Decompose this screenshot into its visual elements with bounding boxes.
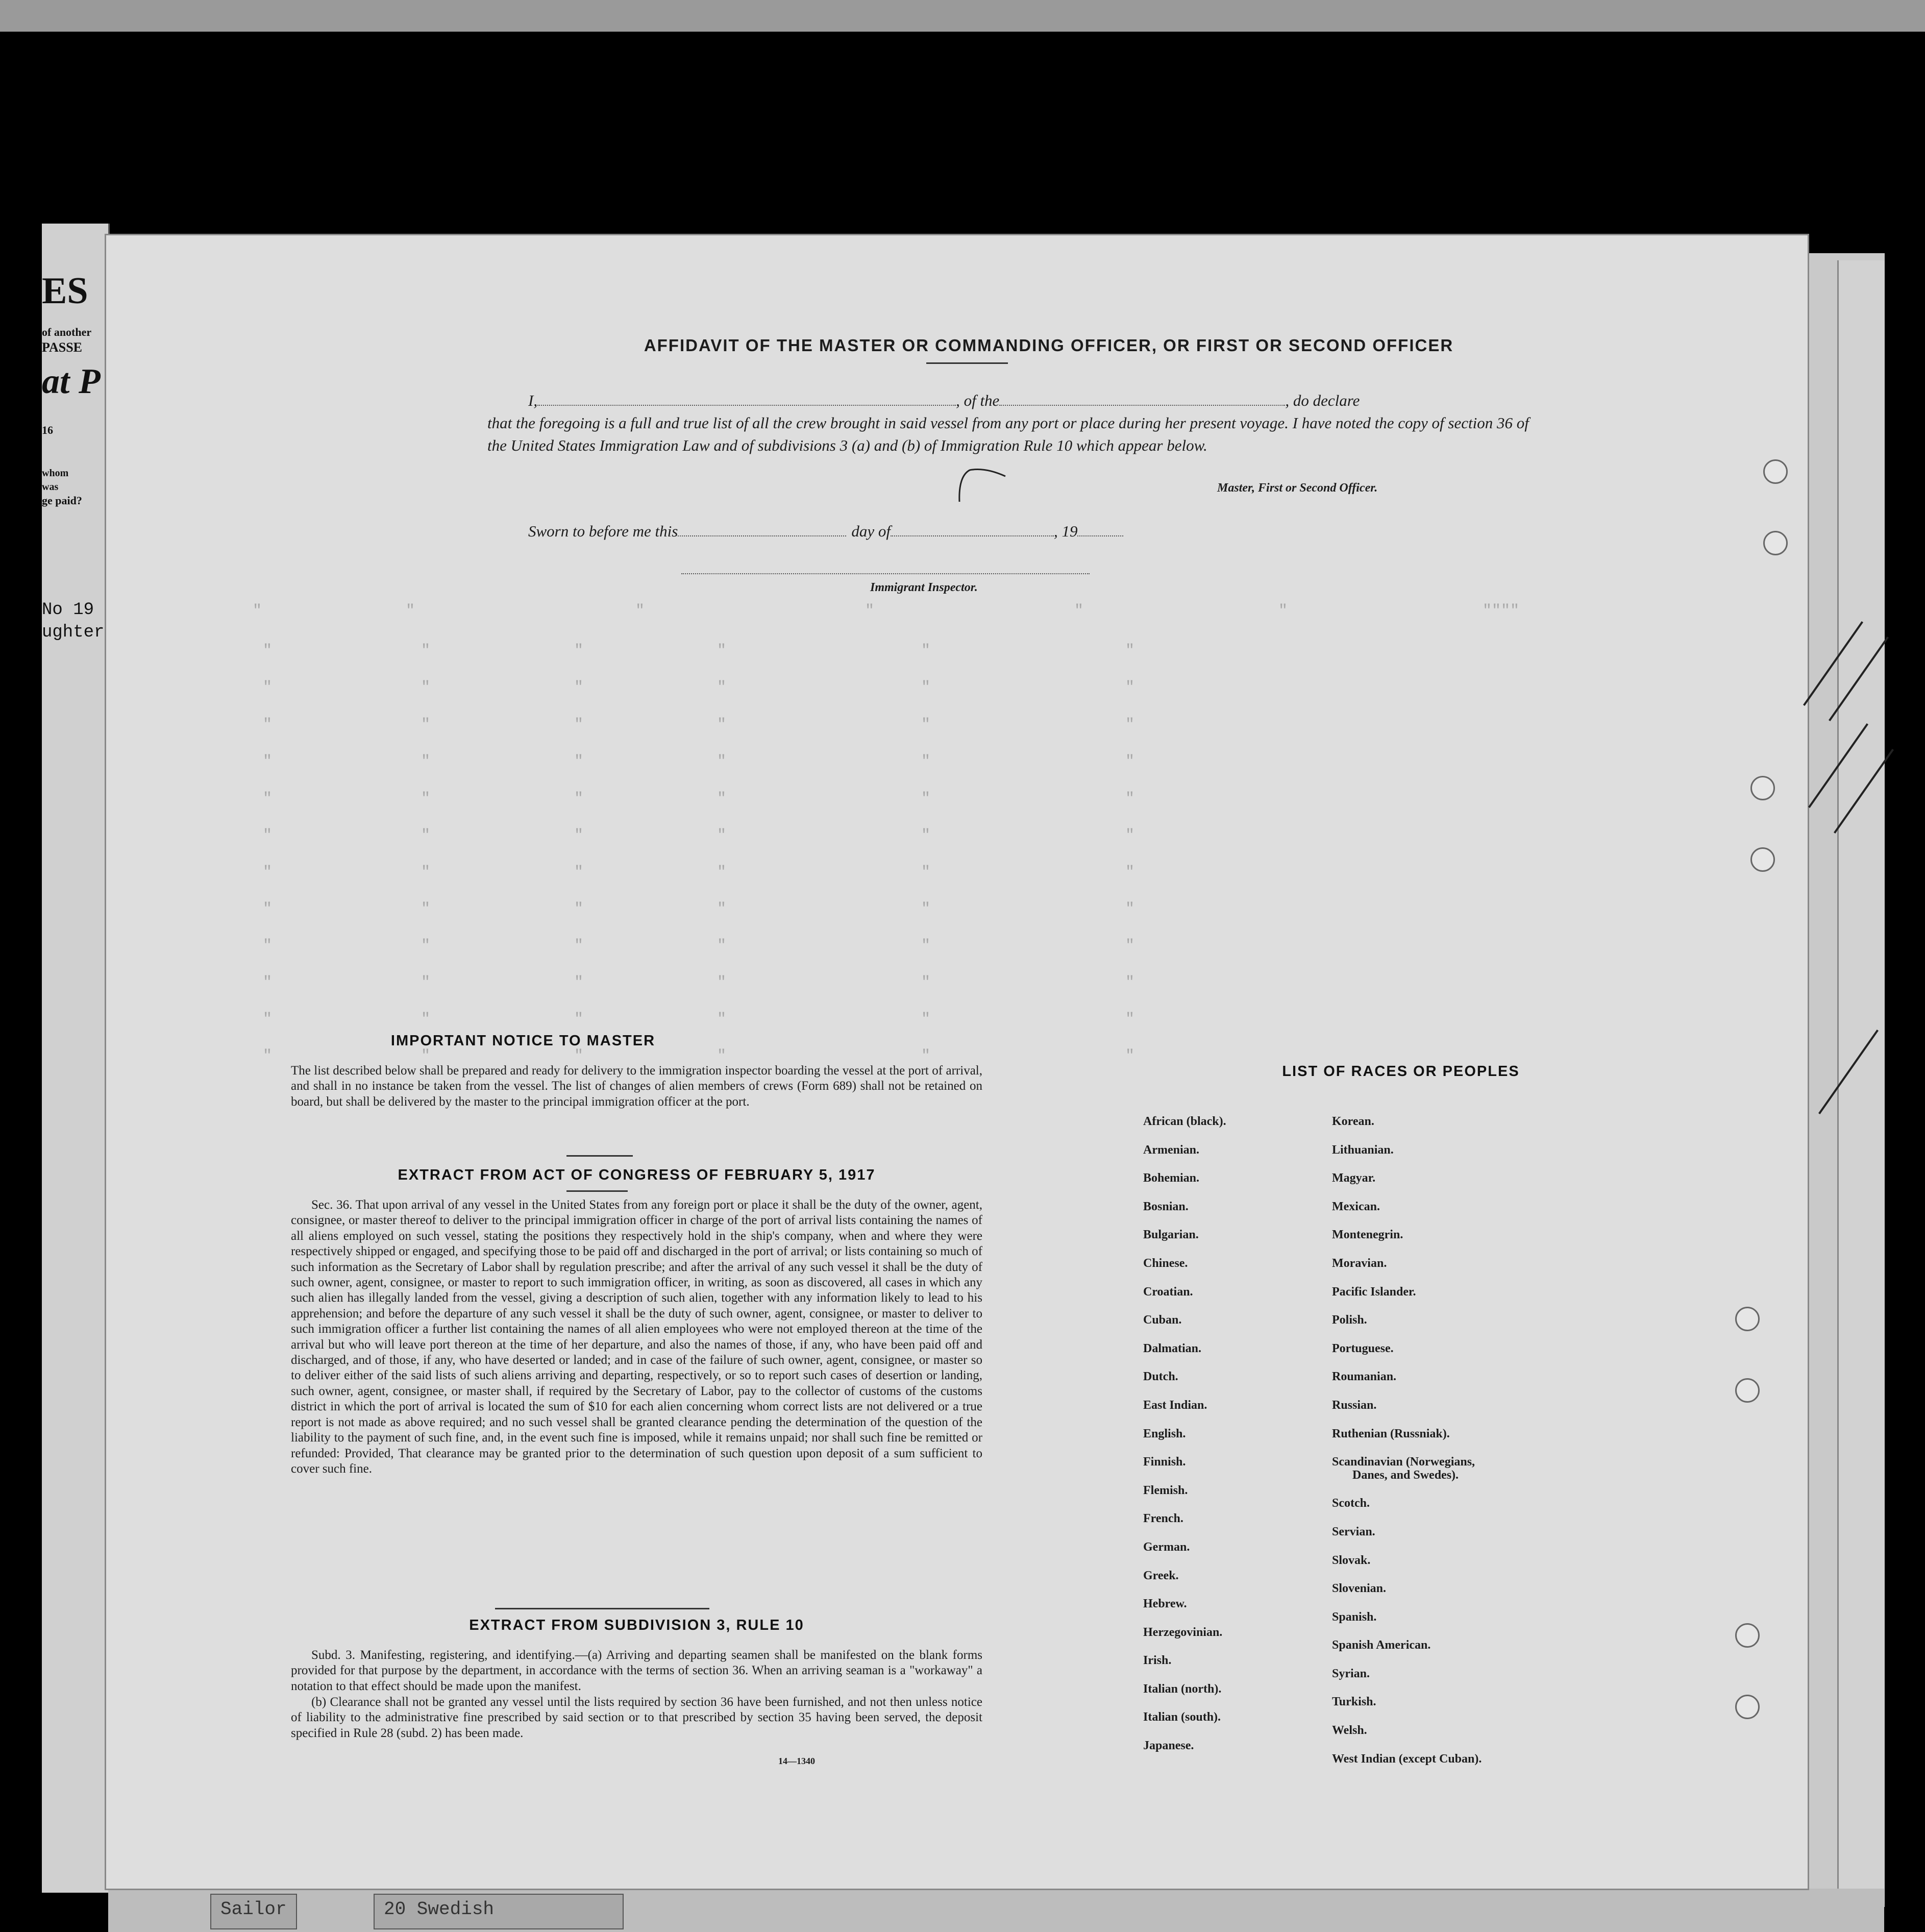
inspector-signature-field[interactable] — [681, 573, 1090, 574]
sworn-line — [528, 522, 1319, 541]
race-item: Finnish. — [1143, 1455, 1186, 1469]
affidavit-title: AFFIDAVIT OF THE MASTER OR COMMANDING OFFICER, OR FIRST OR SECOND OFFICER — [644, 336, 1454, 355]
document-page: " " " " " " """" " " " " " " " " " " " " " " " " " " " " " " " " " " " " " " " " " " " " " " " " " " " " " " " " " " " " " " " " " " " " " " " " " " " " " " " " AFFIDAVIT OF THE MASTER OR COMMANDING OFFICER, OR FIRST OR SECOND OFFICER I, , of the , do declare that the foregoing is a full and true list of all the crew brought in said vessel from any port or place during her present voyage. I have noted the copy of section 36 of the United States Immigration Law and of subdivisions 3 (a) and (b) of Immigration Rule 10 which appear below. Master, First or Second Officer. Sworn to before me this day of , 19 Immigrant Inspector. IMPORTANT NOTICE TO MASTER The list described below shall be prepared and ready for delivery to the immigration inspector boarding the vessel at the port of arrival, and shall in no instance be taken from the vessel. The list of changes of alien members of crews (Form 689) shall not be retained on board, but shall be delivered by the master to the principal immigration officer at the port. EXTRACT FROM ACT OF CONGRESS OF FEBRUARY 5, 1917 Sec. 36. That upon arrival of any vessel in the United States from any foreign port or place it shall be the duty of the owner, agent, consignee, or master thereof to deliver to the principal immigration officer in charge of the port of arrival lists containing the names of all aliens employed on such vessel, stating the positions they respectively hold in the ship's company, when and where they were respectively shipped or engaged, and specifying those to be paid off and discharged in the port of arrival; or lists containing so much of such information as the Secretary of Labor shall by regulation prescribe; and after the arrival of any such vessel it shall be the duty of such owner, agent, consignee, or master to report to such immigration officer, in writing, as soon as discovered, all cases in which any such alien has illegally landed from the vessel, giving a description of such alien, together with any information likely to lead to his apprehension; and before the departure of any such vessel it shall be the duty of such owner, agent, consignee, or master to deliver to such immigration officer a further list containing the names of all alien employees who were not employed thereon at the time of the arrival but who will leave port thereon at the time of her departure, and also the names of those, if any, who have been paid off and discharged, and of those, if any, who have deserted or landed; and in case of the failure of such owner, agent, consignee, or master so to deliver either of the said lists of such aliens arriving and departing, respectively, or so to report such cases of desertion or landing, such owner, agent, consignee, or master shall, if required by the Secretary of Labor, pay to the collector of customs of the customs district in which the port of arrival is located the sum of $10 for each alien concerning whom correct lists are not delivered or a true report is not made as above required; and no such vessel shall be granted clearance pending the determination of the question of the liability to the payment of such fine, and, in the event such fine is imposed, while it remains unpaid; nor shall such fine be remitted or refunded: Provided, That clearance may be granted prior to the determination of such question upon deposit of a sum sufficient to cover such fine. EXTRACT FROM SUBDIVISION 3, RULE 10 Subd. 3. Manifesting, registering, and identifying.—(a) Arriving and departing seamen shall be manifested on the blank forms provided for that purpose by the department, in accordance with the terms of section 36. When an arriving seaman is a "workaway" a notation to that effect should be made upon the manifest. (b) Clearance shall not be granted any vessel until the lists required by section 36 have been furnished, and not then unless notice of liability to the administrative fine prescribed by said section or to that prescribed by section 35 having been served, the deposit specified in Rule 28 (subd. 2) has been made. 14—1340 LIST OF RACES OR PEOPLES African (black). Armenian. Bohemian. Bosnian. Bulgarian. Chinese. Croatian. Cuban. Dalmatian. Dutch. East Indian. English. Finnish. Flemish. French. German. Greek. Hebrew. Herzegovinian. Irish. Italian (north). Italian (south). Japanese. Korean. Lithuanian. Magyar. Mexican. Montenegrin. Moravian. Pacific Islander. Polish. Portuguese. Roumanian. Russian. Ruthenian (Russniak). Scandinavian (Norwegians, Danes, and Swedes). Scotch. Servian. Slovak. Slovenian. Spanish. Spanish American. Syrian. Turkish. Welsh. West Indian (except Cuban). — [105, 234, 1809, 1890]
edge-fragment: 20 Swedish — [374, 1894, 624, 1929]
race-item: Spanish American. — [1332, 1638, 1431, 1652]
edge-fragment: ge paid? — [42, 494, 82, 507]
rule-extract-para-a: Subd. 3. Manifesting, registering, and identifying.—(a) Arriving and departing seamen shall be manifested on the blank forms provided for that purpose by the department, in accordance with the terms of section 36. When an arriving seaman is a "workaway" a notation to that effect should be made upon the manifest. — [291, 1648, 982, 1693]
edge-fragment: of another — [42, 326, 92, 338]
races-title: LIST OF RACES OR PEOPLES — [1282, 1063, 1520, 1080]
race-item: Bulgarian. — [1143, 1228, 1199, 1242]
race-item: Scandinavian (Norwegians, — [1332, 1455, 1475, 1469]
race-item: Polish. — [1332, 1313, 1367, 1327]
race-item: Scotch. — [1332, 1497, 1370, 1510]
race-item: Russian. — [1332, 1398, 1377, 1412]
race-item: Cuban. — [1143, 1313, 1182, 1327]
punch-hole — [1735, 1623, 1760, 1648]
notice-title: IMPORTANT NOTICE TO MASTER — [390, 1033, 656, 1049]
race-item: Greek. — [1143, 1569, 1179, 1582]
race-item: Magyar. — [1332, 1171, 1376, 1185]
race-item: Italian (south). — [1143, 1710, 1221, 1724]
declaration-body: that the foregoing is a full and true list of all the crew brought in said vessel from any port or place during her present voyage. I have noted the copy of section 36 of the United States Immigration Law and of subdivisions 3 (a) and (b) of Immigration Rule 10 which appear below. — [487, 414, 1529, 454]
adjacent-page-right-2 — [1837, 260, 1885, 1904]
vessel-name-field[interactable] — [999, 392, 1285, 406]
edge-fragment: PASSE — [42, 340, 82, 355]
adjacent-page-bottom — [108, 1889, 1884, 1932]
declaration-do-declare: , do declare — [1285, 392, 1360, 409]
race-item: Flemish. — [1143, 1483, 1188, 1497]
race-item: Servian. — [1332, 1525, 1375, 1538]
edge-fragment: Sailor — [210, 1894, 297, 1929]
punch-hole — [1735, 1695, 1760, 1719]
race-item: Moravian. — [1332, 1256, 1387, 1270]
section-rule — [495, 1608, 709, 1609]
race-item: Mexican. — [1332, 1200, 1380, 1213]
edge-fragment: was — [42, 481, 59, 493]
sworn-year: , 19 — [1053, 522, 1078, 540]
punch-hole — [1750, 847, 1775, 872]
rule-extract-title: EXTRACT FROM SUBDIVISION 3, RULE 10 — [469, 1617, 804, 1633]
race-item: Montenegrin. — [1332, 1228, 1403, 1242]
notice-text: The list described below shall be prepared and ready for delivery to the immigration inspector boarding the vessel at the port of arrival, and shall in no instance be taken from the vessel. The list of changes of alien members of crews (Form 689) shall not be retained on board, but shall be delivered by the master to the principal immigration officer at the port. — [291, 1064, 982, 1109]
sworn-month-field[interactable] — [891, 522, 1054, 536]
race-item: Dalmatian. — [1143, 1341, 1201, 1355]
punch-hole — [1763, 531, 1788, 555]
race-item: Welsh. — [1332, 1724, 1367, 1738]
declaration-line — [487, 389, 1549, 412]
act-extract-title: EXTRACT FROM ACT OF CONGRESS OF FEBRUARY 5, 1917 — [398, 1167, 876, 1183]
race-item: Spanish. — [1332, 1610, 1377, 1624]
race-item: Turkish. — [1332, 1695, 1376, 1709]
signature-flourish — [954, 466, 1010, 507]
section-rule — [566, 1155, 633, 1157]
race-item: Korean. — [1332, 1115, 1374, 1128]
race-item: Syrian. — [1332, 1667, 1370, 1680]
race-item: Irish. — [1143, 1654, 1172, 1668]
race-item: Bohemian. — [1143, 1171, 1200, 1185]
declaration-of-the: , of the — [956, 392, 1000, 409]
sworn-prefix: Sworn to before me this — [528, 522, 678, 540]
race-item: Slovenian. — [1332, 1582, 1387, 1596]
punch-hole — [1750, 776, 1775, 800]
title-rule — [926, 362, 1008, 364]
race-item: Ruthenian (Russniak). — [1332, 1427, 1450, 1440]
sworn-day-field[interactable] — [678, 522, 846, 536]
races-column-2 — [1332, 1108, 1482, 1773]
race-item: East Indian. — [1143, 1398, 1207, 1412]
inspector-caption: Immigrant Inspector. — [870, 581, 978, 594]
act-extract-text: Sec. 36. That upon arrival of any vessel in the United States from any foreign port or place it shall be the duty of the owner, agent, consignee, or master thereof to deliver to the principal immigration officer in charge of the port of arrival lists containing the names of all aliens employed on such vessel, stating the positions they respectively hold in the ship's company, when and where they were respectively shipped or engaged, and specifying those to be paid off and discharged in the port of arrival; or lists containing so much of such information as the Secretary of Labor shall by regulation prescribe; and after the arrival of any such vessel it shall be the duty of such owner, agent, consignee, or master to report to such immigration officer, in writing, as soon as discovered, all cases in which any such alien has illegally landed from the vessel, giving a description of such alien, together with any information likely to lead to his apprehension; and before the departure of any such vessel it shall be the duty of such owner, agent, consignee, or master to deliver to such immigration officer a further list containing the names of all alien employees who were not employed thereon at the time of the arrival but who will leave port thereon at the time of her departure, and also the names of those, if any, who have been paid off and discharged, and of those, if any, who have deserted or landed; and in case of the failure of such owner, agent, consignee, or master so to deliver either of the said lists of such aliens arriving and departing, respectively, or so to report such cases of desertion or landing, such owner, agent, consignee, or master shall, if required by the Secretary of Labor, pay to the collector of customs of the customs district in which the port of arrival is located the sum of $10 for each alien concerning whom correct lists are not delivered or a true report is not made as above required; and no such vessel shall be granted clearance pending the determination of the question of the liability to the payment of such fine, and, in the event such fine is imposed, while it remains unpaid; nor shall such fine be remitted or refunded: Provided, That clearance may be granted prior to the determination of such question upon deposit of a sum sufficient to cover such fine. — [291, 1198, 982, 1476]
punch-hole — [1735, 1378, 1760, 1403]
sworn-day-of: day of — [851, 522, 891, 540]
race-item: Bosnian. — [1143, 1200, 1189, 1213]
race-item: Herzegovinian. — [1143, 1625, 1223, 1639]
section-rule — [566, 1190, 628, 1192]
scanner-top-band — [0, 0, 1925, 32]
races-column-1 — [1143, 1108, 1226, 1760]
race-item: Croatian. — [1143, 1285, 1193, 1299]
adjacent-page-left — [42, 224, 110, 1893]
rule-extract-para-b: (b) Clearance shall not be granted any vessel until the lists required by section 36 have been furnished, and not then unless notice of liability to the administrative fine prescribed by said section or to that prescribed by section 35 having been served, the deposit specified in Rule 28 (subd. 2) has been made. — [291, 1695, 982, 1740]
edge-fragment: ES — [42, 270, 88, 312]
punch-hole — [1763, 459, 1788, 484]
edge-fragment: 16 — [42, 424, 53, 436]
edge-fragment: whom — [42, 468, 69, 479]
race-item: French. — [1143, 1512, 1183, 1526]
race-item: African (black). — [1143, 1115, 1226, 1128]
race-item: Hebrew. — [1143, 1597, 1187, 1611]
race-item: Dutch. — [1143, 1370, 1178, 1384]
race-item: Pacific Islander. — [1332, 1285, 1416, 1299]
edge-fragment: at P — [42, 362, 101, 401]
affidavit-declaration — [487, 389, 1549, 457]
race-item: English. — [1143, 1427, 1186, 1440]
race-item: Danes, and Swedes). — [1352, 1468, 1459, 1482]
race-item: Roumanian. — [1332, 1370, 1397, 1384]
race-item: Italian (north). — [1143, 1682, 1222, 1696]
race-item: German. — [1143, 1540, 1190, 1554]
race-item: Armenian. — [1143, 1143, 1199, 1157]
race-item: Japanese. — [1143, 1739, 1194, 1753]
edge-fragment: No 19 — [42, 600, 94, 620]
sworn-year-field[interactable] — [1077, 522, 1123, 536]
race-item: Slovak. — [1332, 1553, 1371, 1567]
race-item: Portuguese. — [1332, 1341, 1394, 1355]
race-item: Lithuanian. — [1332, 1143, 1394, 1157]
race-item: West Indian (except Cuban). — [1332, 1752, 1482, 1766]
declaration-i: I, — [528, 392, 538, 409]
form-number: 14—1340 — [778, 1756, 815, 1766]
edge-fragment: ughter — [42, 623, 105, 642]
signature-caption: Master, First or Second Officer. — [1217, 481, 1378, 495]
master-name-field[interactable] — [537, 392, 956, 406]
punch-hole — [1735, 1307, 1760, 1331]
race-item: Chinese. — [1143, 1256, 1188, 1270]
